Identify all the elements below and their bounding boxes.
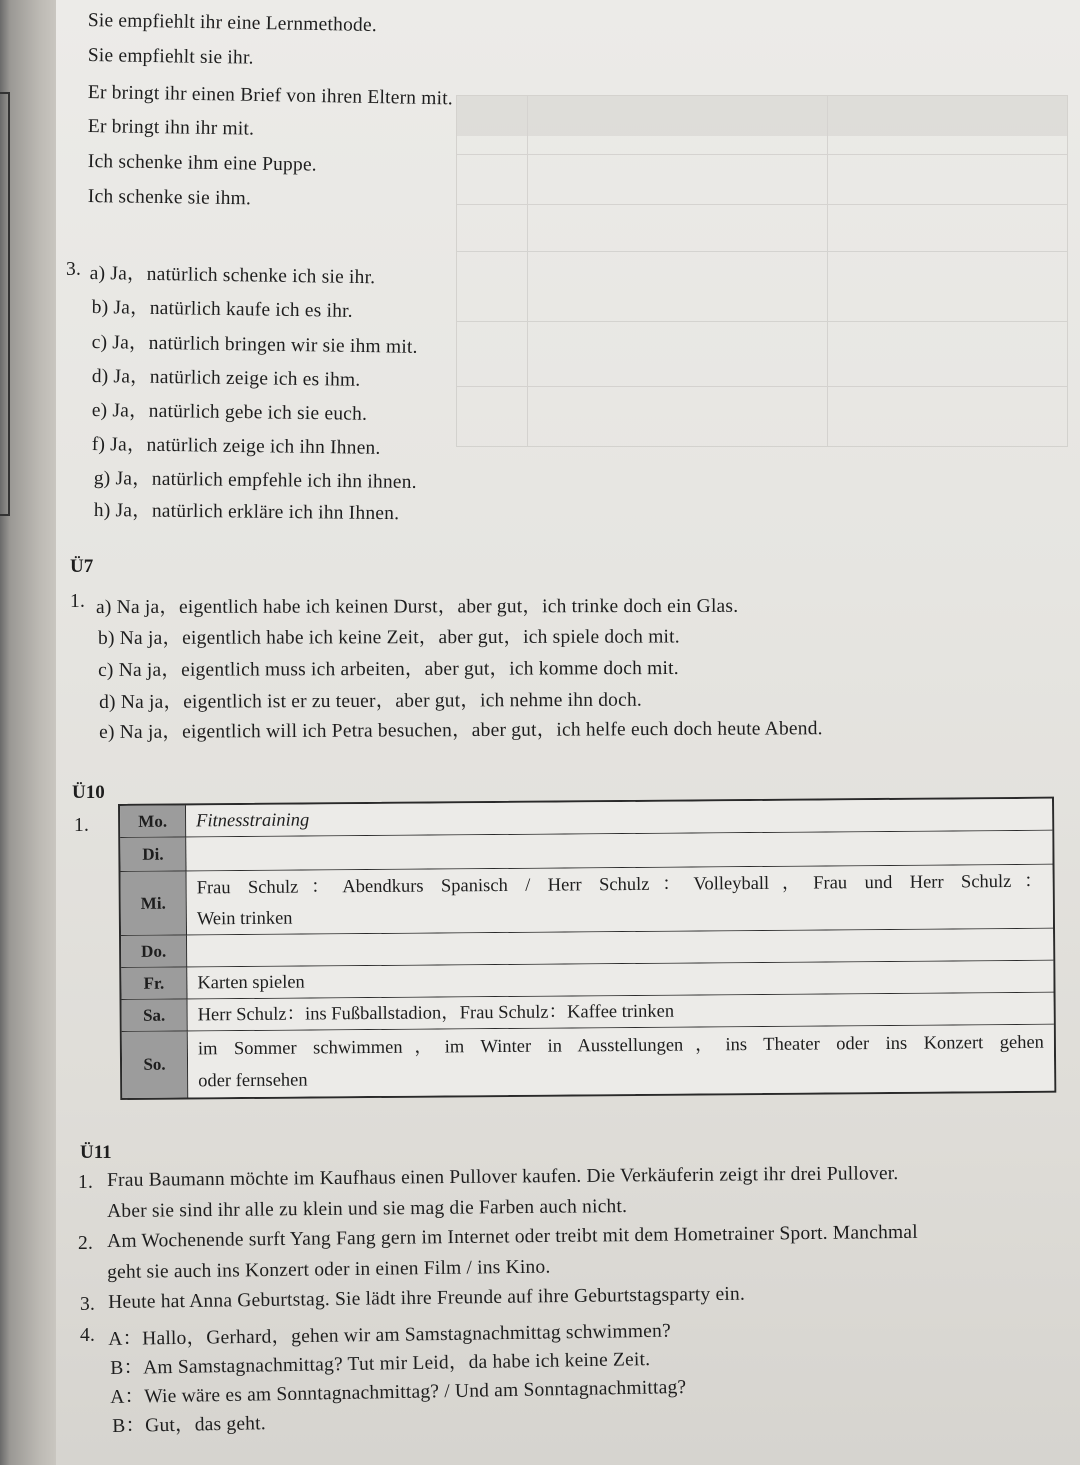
answer-line: A：Wie wäre es am Sonntagnachmittag? / Und am Sonntagnachmittag? <box>110 1376 687 1408</box>
day-cell: So. <box>122 1031 189 1098</box>
exercise-number: 1. <box>78 1172 94 1193</box>
answer-line: b) Na ja，eigentlich habe ich keine Zeit，aber gut，ich spiele doch mit. <box>98 626 680 649</box>
answer-line: e) Na ja，eigentlich will ich Petra besuchen，aber gut，ich helfe euch doch heute Abend. <box>99 718 823 743</box>
sentence-line: Sie empfiehlt sie ihr. <box>87 45 254 69</box>
answer-line: B：Am Samstagnachmittag? Tut mir Leid，da habe ich keine Zeit. <box>110 1349 651 1379</box>
sentence-line: Er bringt ihn ihr mit. <box>87 116 255 140</box>
activity-cell: Fitnesstraining <box>186 799 1052 837</box>
answer-line: c) Ja，natürlich bringen wir sie ihm mit. <box>91 331 418 358</box>
schedule-row-so <box>122 1025 1054 1098</box>
activity-cell: Karten spielen <box>187 961 1053 999</box>
answer-line: Am Wochenende surft Yang Fang gern im Internet oder treibt mit dem Hometrainer Sport. Manchmal <box>107 1221 918 1252</box>
exercise-number: 1. <box>70 591 86 612</box>
weekly-schedule-table <box>118 797 1056 1100</box>
answer-line: Frau Baumann möchte im Kaufhaus einen Pullover kaufen. Die Verkäuferin zeigt ihr drei Pullover. <box>107 1163 899 1191</box>
day-cell: Mo. <box>120 805 186 837</box>
day-cell: Sa. <box>122 999 188 1031</box>
answer-line: c) Na ja，eigentlich muss ich arbeiten，aber gut，ich komme doch mit. <box>98 657 679 681</box>
activity-line: im Sommer schwimmen，im Winter in Ausstellungen，ins Theater oder ins Konzert gehen <box>197 1032 1044 1060</box>
day-cell: Di. <box>120 837 186 871</box>
activity-line: Wein trinken <box>196 908 293 930</box>
answer-line: d) Ja，natürlich zeige ich es ihm. <box>91 365 361 391</box>
answer-line: b) Ja，natürlich kaufe ich es ihr. <box>91 296 353 322</box>
exercise-number: 3. <box>80 1294 96 1315</box>
sentence-line: Ich schenke sie ihm. <box>87 186 252 210</box>
answer-line: Heute hat Anna Geburtstag. Sie lädt ihre Freunde auf ihre Geburtstagsparty ein. <box>108 1283 746 1313</box>
section-heading: Ü7 <box>70 556 94 577</box>
answer-key-page <box>56 0 1080 1465</box>
day-cell: Fr. <box>121 967 187 999</box>
activity-cell <box>187 865 1053 935</box>
answer-line: a) Ja，natürlich schenke ich sie ihr. <box>89 262 376 289</box>
section-heading: Ü11 <box>80 1142 112 1163</box>
answer-line: Aber sie sind ihr alle zu klein und sie mag die Farben auch nicht. <box>107 1196 628 1222</box>
exercise-number: 1. <box>74 815 90 836</box>
day-cell: Do. <box>121 935 187 967</box>
activity-cell <box>188 1025 1054 1098</box>
activity-line: Frau Schulz：Abendkurs Spanisch / Herr Schulz：Volleyball，Frau und Herr Schulz： <box>196 871 1043 899</box>
answer-line: geht sie auch ins Konzert oder in einen Film / ins Kino. <box>107 1256 551 1283</box>
answer-line: f) Ja，natürlich zeige ich ihn Ihnen. <box>91 433 381 459</box>
sentence-line: Er bringt ihr einen Brief von ihren Eltern mit. <box>87 82 454 110</box>
section-heading: Ü10 <box>72 782 105 803</box>
bleed-through-table <box>456 95 1068 447</box>
answer-line: h) Ja，natürlich erkläre ich ihn Ihnen. <box>93 499 400 525</box>
answer-line: B：Gut，das geht. <box>112 1413 267 1437</box>
answer-line: d) Na ja，eigentlich ist er zu teuer，aber gut，ich nehme ihn doch. <box>99 689 643 713</box>
answer-line: a) Na ja，eigentlich habe ich keinen Durst，aber gut，ich trinke doch ein Glas. <box>96 595 739 618</box>
activity-cell <box>186 831 1052 871</box>
left-page-bracket <box>0 92 10 516</box>
answer-line: A：Hallo，Gerhard，gehen wir am Samstagnachmittag schwimmen? <box>108 1320 672 1350</box>
sentence-line: Sie empfiehlt ihr eine Lernmethode. <box>87 10 378 37</box>
activity-cell: Herr Schulz：ins Fußballstadion，Frau Schulz：Kaffee trinken <box>188 993 1054 1031</box>
exercise-number: 2. <box>78 1233 94 1254</box>
answer-line: g) Ja，natürlich empfehle ich ihn ihnen. <box>93 467 417 493</box>
exercise-number: 3. <box>66 259 82 280</box>
schedule-row-mi <box>121 865 1053 936</box>
sentence-line: Ich schenke ihm eine Puppe. <box>87 151 318 176</box>
exercise-number: 4. <box>80 1325 96 1346</box>
activity-line: oder fernsehen <box>198 1070 308 1092</box>
answer-line: e) Ja，natürlich gebe ich sie euch. <box>91 399 368 425</box>
day-cell: Mi. <box>121 871 187 935</box>
